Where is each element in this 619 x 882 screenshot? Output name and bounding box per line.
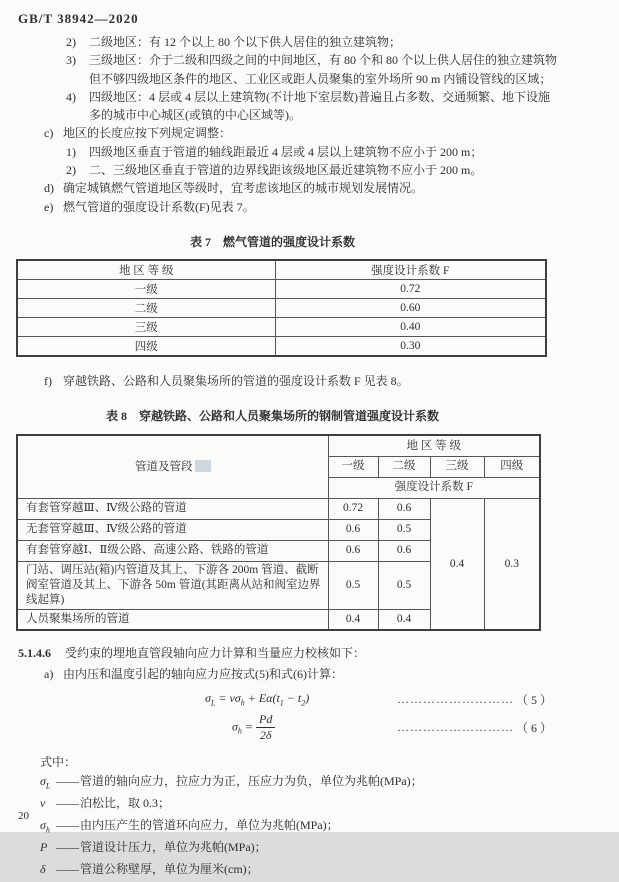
definition-dash: ——	[56, 861, 78, 879]
definition-dash: ——	[56, 817, 78, 835]
table-cell: 二级	[378, 456, 430, 477]
table-cell: 0.72	[328, 498, 378, 519]
table-cell: 四级	[17, 336, 275, 356]
table7-col2-header: 强度设计系数 F	[275, 260, 546, 280]
table-cell: 有套管穿越Ⅰ、Ⅱ级公路、高速公路、铁路的管道	[17, 540, 328, 561]
table-cell: 0.4	[378, 609, 430, 630]
definition-dash: ——	[56, 795, 78, 813]
list-marker: 4)	[66, 88, 89, 125]
section-number: 5.1.4.6	[18, 644, 51, 663]
table8-merged-level4-cell: 0.3	[484, 498, 540, 630]
equation-6	[0, 713, 556, 742]
list-item	[66, 88, 560, 125]
table-cell: 0.72	[275, 279, 546, 298]
definition-text: 由内压产生的管道环向应力，单位为兆帕(MPa)；	[80, 817, 560, 835]
table-cell: 三级	[17, 317, 275, 336]
list-text: 四级地区垂直于管道的轴线距最近 4 层或 4 层以上建筑物不应小于 200 m；	[89, 143, 560, 161]
list-marker: 1)	[66, 143, 89, 161]
table-cell: 0.5	[378, 519, 430, 540]
symbol-definition	[40, 795, 560, 817]
definition-text: 管道设计压力，单位为兆帕(MPa)；	[80, 839, 560, 857]
equation-6-number: （ 6 ）	[516, 719, 552, 736]
table-cell: 四级	[484, 456, 540, 477]
table-cell: 0.30	[275, 336, 546, 356]
table8-title: 表 8 穿越铁路、公路和人员聚集场所的钢制管道强度设计系数	[0, 407, 545, 424]
list-marker: 2)	[66, 161, 89, 179]
definition-text: 管道的轴向应力，拉应力为正，压应力为负，单位为兆帕(MPa)；	[80, 773, 560, 791]
list-marker: 2)	[66, 33, 89, 51]
list-text: 四级地区：4 层或 4 层以上建筑物(不计地下室层数)普遍且占多数、交通频繁、地下设施多的城市中心城区(或镇的中心区域等)。	[89, 88, 560, 125]
list-marker: a)	[44, 665, 63, 683]
table-cell: 一级	[328, 456, 378, 477]
symbol-definition	[40, 839, 560, 861]
list-item	[66, 51, 560, 88]
table7-col1-header: 地 区 等 级	[17, 260, 275, 280]
equation-6-expression: $\sigma_h$ = $\frac{Pd}{2\delta}$	[232, 713, 275, 742]
list-text: 由内压和温度引起的轴向应力应按式(5)和式(6)计算：	[63, 665, 560, 683]
list-text: 确定城镇燃气管道地区等级时，宜考虑该地区的城市规划发展情况。	[63, 179, 560, 197]
symbol: P	[40, 839, 56, 861]
table8-col-header-text: 管道及管段	[135, 461, 193, 473]
list-item	[44, 372, 560, 390]
table-cell: 三级	[430, 456, 484, 477]
dot-leader: ………………………	[287, 720, 514, 735]
table-cell: 二级	[17, 298, 275, 317]
list-item	[44, 124, 560, 142]
table7	[16, 259, 547, 357]
table8-col-header	[17, 435, 328, 498]
table-row	[17, 279, 546, 298]
table-cell: 0.5	[328, 561, 378, 609]
list-marker: f)	[44, 372, 63, 390]
equation-5-number: （ 5 ）	[516, 691, 552, 708]
page-number: 20	[18, 810, 29, 822]
standard-code-header: GB/T 38942—2020	[18, 11, 139, 27]
table-cell: 0.6	[378, 540, 430, 561]
list-text: 燃气管道的强度设计系数(F)见表 7。	[63, 198, 560, 216]
symbol: ν	[40, 795, 56, 817]
table8-merged-level3-cell: 0.4	[430, 498, 484, 630]
list-item	[44, 665, 560, 683]
symbol: $\sigma_L$	[40, 773, 56, 795]
table7-title: 表 7 燃气管道的强度设计系数	[0, 233, 545, 250]
where-label: 式中：	[40, 753, 560, 770]
definition-dash: ——	[56, 773, 78, 791]
list-text: 二级地区：有 12 个以上 80 个以下供人居住的独立建筑物；	[89, 33, 560, 51]
table-cell: 0.4	[328, 609, 378, 630]
table-row	[17, 336, 546, 356]
definition-text: 管道公称壁厚，单位为厘米(cm)；	[80, 861, 560, 879]
section-heading	[18, 644, 560, 663]
table-cell: 0.60	[275, 298, 546, 317]
equation-5-expression: $\sigma_L = \nu\sigma_h + E\alpha(t_1 - t_2)$	[205, 691, 309, 707]
table-cell: 0.6	[328, 519, 378, 540]
symbol: $\sigma_h$	[40, 817, 56, 839]
table7-header-row	[17, 260, 546, 280]
definition-dash: ——	[56, 839, 78, 857]
list-marker: 3)	[66, 51, 89, 88]
list-item	[44, 198, 560, 216]
list-text: 穿越铁路、公路和人员聚集场所的管道的强度设计系数 F 见表 8。	[63, 372, 560, 390]
scan-highlight-artifact	[195, 460, 211, 472]
symbol-definition	[40, 817, 560, 839]
equation-5	[0, 691, 556, 708]
fraction: $\frac{Pd}{2\delta}$	[256, 713, 275, 742]
section-text: 受约束的埋地直管段轴向应力计算和当量应力校核如下：	[65, 644, 365, 663]
table8-header-row	[17, 435, 540, 456]
list-marker: e)	[44, 198, 63, 216]
table-cell: 门站、调压站(箱)内管道及其上、下游各 200m 管道、截断阀室管道及其上、下游各 50m 管道(其距离从站和阀室边界线起算)	[17, 561, 328, 609]
list-item	[44, 179, 560, 197]
list-item	[66, 161, 560, 179]
table-cell: 0.40	[275, 317, 546, 336]
table8	[16, 434, 541, 631]
table-cell: 0.6	[378, 498, 430, 519]
page-content	[0, 33, 560, 882]
table-row	[17, 498, 540, 519]
table-cell: 无套管穿越Ⅲ、Ⅳ级公路的管道	[17, 519, 328, 540]
definition-text: 泊松比，取 0.3；	[80, 795, 560, 813]
list-text: 二、三级地区垂直于管道的边界线距该级地区最近建筑物不应小于 200 m。	[89, 161, 560, 179]
table-cell: 0.5	[378, 561, 430, 609]
list-text: 三级地区：介于二级和四级之间的中间地区，有 80 个和 80 个以上供人居住的独立建筑物但不够四级地区条件的地区、工业区或距人员聚集的室外场所 90 m 内铺设管线的区域；	[89, 51, 560, 88]
list-item	[66, 33, 560, 51]
table8-group-header: 地 区 等 级	[328, 435, 540, 456]
list-text: 地区的长度应按下列规定调整：	[63, 124, 560, 142]
table-cell: 人员聚集场所的管道	[17, 609, 328, 630]
table8-sub-header: 强度设计系数 F	[328, 477, 540, 498]
table-row	[17, 298, 546, 317]
list-marker: d)	[44, 179, 63, 197]
table-cell: 一级	[17, 279, 275, 298]
list-item	[66, 143, 560, 161]
symbol-definition	[40, 861, 560, 882]
list-marker: c)	[44, 124, 63, 142]
table-row	[17, 317, 546, 336]
table-cell: 有套管穿越Ⅲ、Ⅳ级公路的管道	[17, 498, 328, 519]
dot-leader: ………………………	[321, 692, 514, 707]
symbol-definition	[40, 773, 560, 795]
symbol: δ	[40, 861, 56, 882]
table-cell: 0.6	[328, 540, 378, 561]
